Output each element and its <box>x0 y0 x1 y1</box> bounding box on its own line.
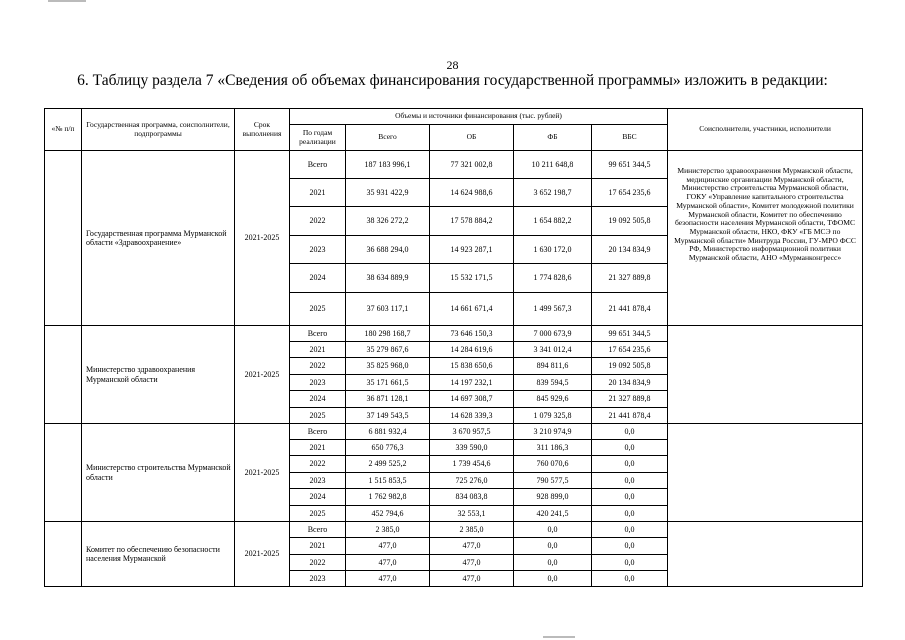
group-name: Министерство здравоохранения Мурманской области <box>82 326 235 424</box>
group-executors <box>668 326 863 424</box>
vbs-cell: 21 327 889,8 <box>592 264 668 293</box>
ob-cell: 14 624 988,6 <box>430 179 514 207</box>
total-cell: 477,0 <box>346 555 430 571</box>
group-executors: Министерство здравоохранения Мурманской области, медицинские организации Мурманской области, Министерство строительства Мурманской области, ГОКУ «Управление капитального строительства Мурманской области», Комитет молодежной политики Мурманской области, Комитет по обеспечению безопасности населения Мурманской области, ТФОМС Мурманской области, НКО, ФКУ «ГБ МСЭ по Мурманской области» Минтруда России, ГУ-МРО ФСС РФ, Министерство информационной политики Мурманской области, АНО «Мурманконгресс» <box>668 151 863 326</box>
vbs-cell: 19 092 505,8 <box>592 358 668 375</box>
group-period: 2021-2025 <box>235 424 290 522</box>
fb-cell: 1 630 172,0 <box>514 236 592 264</box>
group-period: 2021-2025 <box>235 326 290 424</box>
vbs-cell: 0,0 <box>592 424 668 440</box>
group-num-cell <box>45 326 82 424</box>
ob-cell: 477,0 <box>430 555 514 571</box>
ob-cell: 14 197 232,1 <box>430 375 514 391</box>
year-cell: Всего <box>290 522 346 538</box>
table-body <box>45 151 863 587</box>
header-executors: Соисполнители, участники, исполнители <box>668 109 863 151</box>
vbs-cell: 21 441 878,4 <box>592 293 668 326</box>
bottom-edge-mark <box>543 636 575 638</box>
document-heading: 6. Таблицу раздела 7 «Сведения об объемах финансирования государственной программы» изложить в редакции: <box>77 72 828 89</box>
header-years: По годам реализации <box>290 125 346 151</box>
year-cell: Всего <box>290 326 346 342</box>
ob-cell: 14 923 287,1 <box>430 236 514 264</box>
fb-cell: 894 811,6 <box>514 358 592 375</box>
group-name: Комитет по обеспечению безопасности населения Мурманской <box>82 522 235 587</box>
vbs-cell: 0,0 <box>592 522 668 538</box>
ob-cell: 1 739 454,6 <box>430 456 514 473</box>
fb-cell: 3 210 974,9 <box>514 424 592 440</box>
fb-cell: 1 079 325,8 <box>514 408 592 424</box>
group-num-cell <box>45 522 82 587</box>
group-executors <box>668 424 863 522</box>
vbs-cell: 19 092 505,8 <box>592 207 668 236</box>
fb-cell: 839 594,5 <box>514 375 592 391</box>
year-cell: 2021 <box>290 342 346 358</box>
total-cell: 35 825 968,0 <box>346 358 430 375</box>
year-cell: 2024 <box>290 391 346 408</box>
ob-cell: 477,0 <box>430 538 514 555</box>
vbs-cell: 0,0 <box>592 440 668 456</box>
vbs-cell: 20 134 834,9 <box>592 236 668 264</box>
ob-cell: 14 697 308,7 <box>430 391 514 408</box>
ob-cell: 14 628 339,3 <box>430 408 514 424</box>
total-cell: 35 171 661,5 <box>346 375 430 391</box>
table-row <box>45 522 863 538</box>
year-cell: 2021 <box>290 538 346 555</box>
fb-cell: 928 899,0 <box>514 489 592 506</box>
year-cell: 2024 <box>290 489 346 506</box>
ob-cell: 14 284 619,6 <box>430 342 514 358</box>
fb-cell: 10 211 648,8 <box>514 151 592 179</box>
fb-cell: 790 577,5 <box>514 473 592 489</box>
year-cell: 2021 <box>290 440 346 456</box>
ob-cell: 77 321 002,8 <box>430 151 514 179</box>
ob-cell: 725 276,0 <box>430 473 514 489</box>
vbs-cell: 0,0 <box>592 506 668 522</box>
total-cell: 38 634 889,9 <box>346 264 430 293</box>
year-cell: 2025 <box>290 408 346 424</box>
fb-cell: 3 341 012,4 <box>514 342 592 358</box>
ob-cell: 834 083,8 <box>430 489 514 506</box>
page-number: 28 <box>446 58 459 72</box>
group-name: Министерство строительства Мурманской области <box>82 424 235 522</box>
fb-cell: 0,0 <box>514 555 592 571</box>
total-cell: 477,0 <box>346 571 430 587</box>
fb-cell: 1 499 567,3 <box>514 293 592 326</box>
header-funding: Объемы и источники финансирования (тыс. рублей) <box>290 109 668 125</box>
year-cell: 2022 <box>290 456 346 473</box>
year-cell: 2023 <box>290 571 346 587</box>
vbs-cell: 21 327 889,8 <box>592 391 668 408</box>
total-cell: 452 794,6 <box>346 506 430 522</box>
total-cell: 187 183 996,1 <box>346 151 430 179</box>
total-cell: 477,0 <box>346 538 430 555</box>
header-vbs: ВБС <box>592 125 668 151</box>
vbs-cell: 0,0 <box>592 473 668 489</box>
ob-cell: 15 532 171,5 <box>430 264 514 293</box>
header-num: «№ п/п <box>45 109 82 151</box>
ob-cell: 14 661 671,4 <box>430 293 514 326</box>
year-cell: 2022 <box>290 358 346 375</box>
year-cell: 2022 <box>290 555 346 571</box>
group-num-cell <box>45 424 82 522</box>
total-cell: 1 515 853,5 <box>346 473 430 489</box>
fb-cell: 311 186,3 <box>514 440 592 456</box>
fb-cell: 760 070,6 <box>514 456 592 473</box>
header-ob: ОБ <box>430 125 514 151</box>
financing-table <box>44 108 863 587</box>
group-num-cell <box>45 151 82 326</box>
year-cell: 2025 <box>290 293 346 326</box>
vbs-cell: 0,0 <box>592 538 668 555</box>
table-row <box>45 424 863 440</box>
total-cell: 6 881 932,4 <box>346 424 430 440</box>
ob-cell: 32 553,1 <box>430 506 514 522</box>
total-cell: 1 762 982,8 <box>346 489 430 506</box>
ob-cell: 15 838 650,6 <box>430 358 514 375</box>
group-executors <box>668 522 863 587</box>
header-period: Срок выполнения <box>235 109 290 151</box>
fb-cell: 3 652 198,7 <box>514 179 592 207</box>
vbs-cell: 0,0 <box>592 571 668 587</box>
fb-cell: 1 654 882,2 <box>514 207 592 236</box>
vbs-cell: 0,0 <box>592 555 668 571</box>
total-cell: 36 871 128,1 <box>346 391 430 408</box>
total-cell: 2 385,0 <box>346 522 430 538</box>
year-cell: 2021 <box>290 179 346 207</box>
total-cell: 2 499 525,2 <box>346 456 430 473</box>
ob-cell: 339 590,0 <box>430 440 514 456</box>
year-cell: 2023 <box>290 473 346 489</box>
ob-cell: 73 646 150,3 <box>430 326 514 342</box>
group-name: Государственная программа Мурманской области «Здравоохранение» <box>82 151 235 326</box>
top-edge-mark <box>48 0 86 2</box>
ob-cell: 3 670 957,5 <box>430 424 514 440</box>
ob-cell: 477,0 <box>430 571 514 587</box>
vbs-cell: 99 651 344,5 <box>592 151 668 179</box>
vbs-cell: 17 654 235,6 <box>592 179 668 207</box>
vbs-cell: 21 441 878,4 <box>592 408 668 424</box>
vbs-cell: 99 651 344,5 <box>592 326 668 342</box>
header-total: Всего <box>346 125 430 151</box>
vbs-cell: 0,0 <box>592 489 668 506</box>
total-cell: 36 688 294,0 <box>346 236 430 264</box>
fb-cell: 0,0 <box>514 522 592 538</box>
vbs-cell: 20 134 834,9 <box>592 375 668 391</box>
total-cell: 650 776,3 <box>346 440 430 456</box>
total-cell: 35 931 422,9 <box>346 179 430 207</box>
total-cell: 35 279 867,6 <box>346 342 430 358</box>
year-cell: 2022 <box>290 207 346 236</box>
fb-cell: 845 929,6 <box>514 391 592 408</box>
fb-cell: 420 241,5 <box>514 506 592 522</box>
fb-cell: 0,0 <box>514 571 592 587</box>
vbs-cell: 0,0 <box>592 456 668 473</box>
year-cell: 2024 <box>290 264 346 293</box>
group-period: 2021-2025 <box>235 151 290 326</box>
total-cell: 38 326 272,2 <box>346 207 430 236</box>
ob-cell: 17 578 884,2 <box>430 207 514 236</box>
year-cell: 2023 <box>290 236 346 264</box>
year-cell: Всего <box>290 424 346 440</box>
total-cell: 37 149 543,5 <box>346 408 430 424</box>
fb-cell: 1 774 828,6 <box>514 264 592 293</box>
table-row <box>45 326 863 342</box>
year-cell: Всего <box>290 151 346 179</box>
fb-cell: 7 000 673,9 <box>514 326 592 342</box>
fb-cell: 0,0 <box>514 538 592 555</box>
total-cell: 180 298 168,7 <box>346 326 430 342</box>
year-cell: 2023 <box>290 375 346 391</box>
group-period: 2021-2025 <box>235 522 290 587</box>
header-program: Государственная программа, соисполнители, подпрограммы <box>82 109 235 151</box>
vbs-cell: 17 654 235,6 <box>592 342 668 358</box>
total-cell: 37 603 117,1 <box>346 293 430 326</box>
table-row <box>45 151 863 179</box>
header-fb: ФБ <box>514 125 592 151</box>
year-cell: 2025 <box>290 506 346 522</box>
ob-cell: 2 385,0 <box>430 522 514 538</box>
